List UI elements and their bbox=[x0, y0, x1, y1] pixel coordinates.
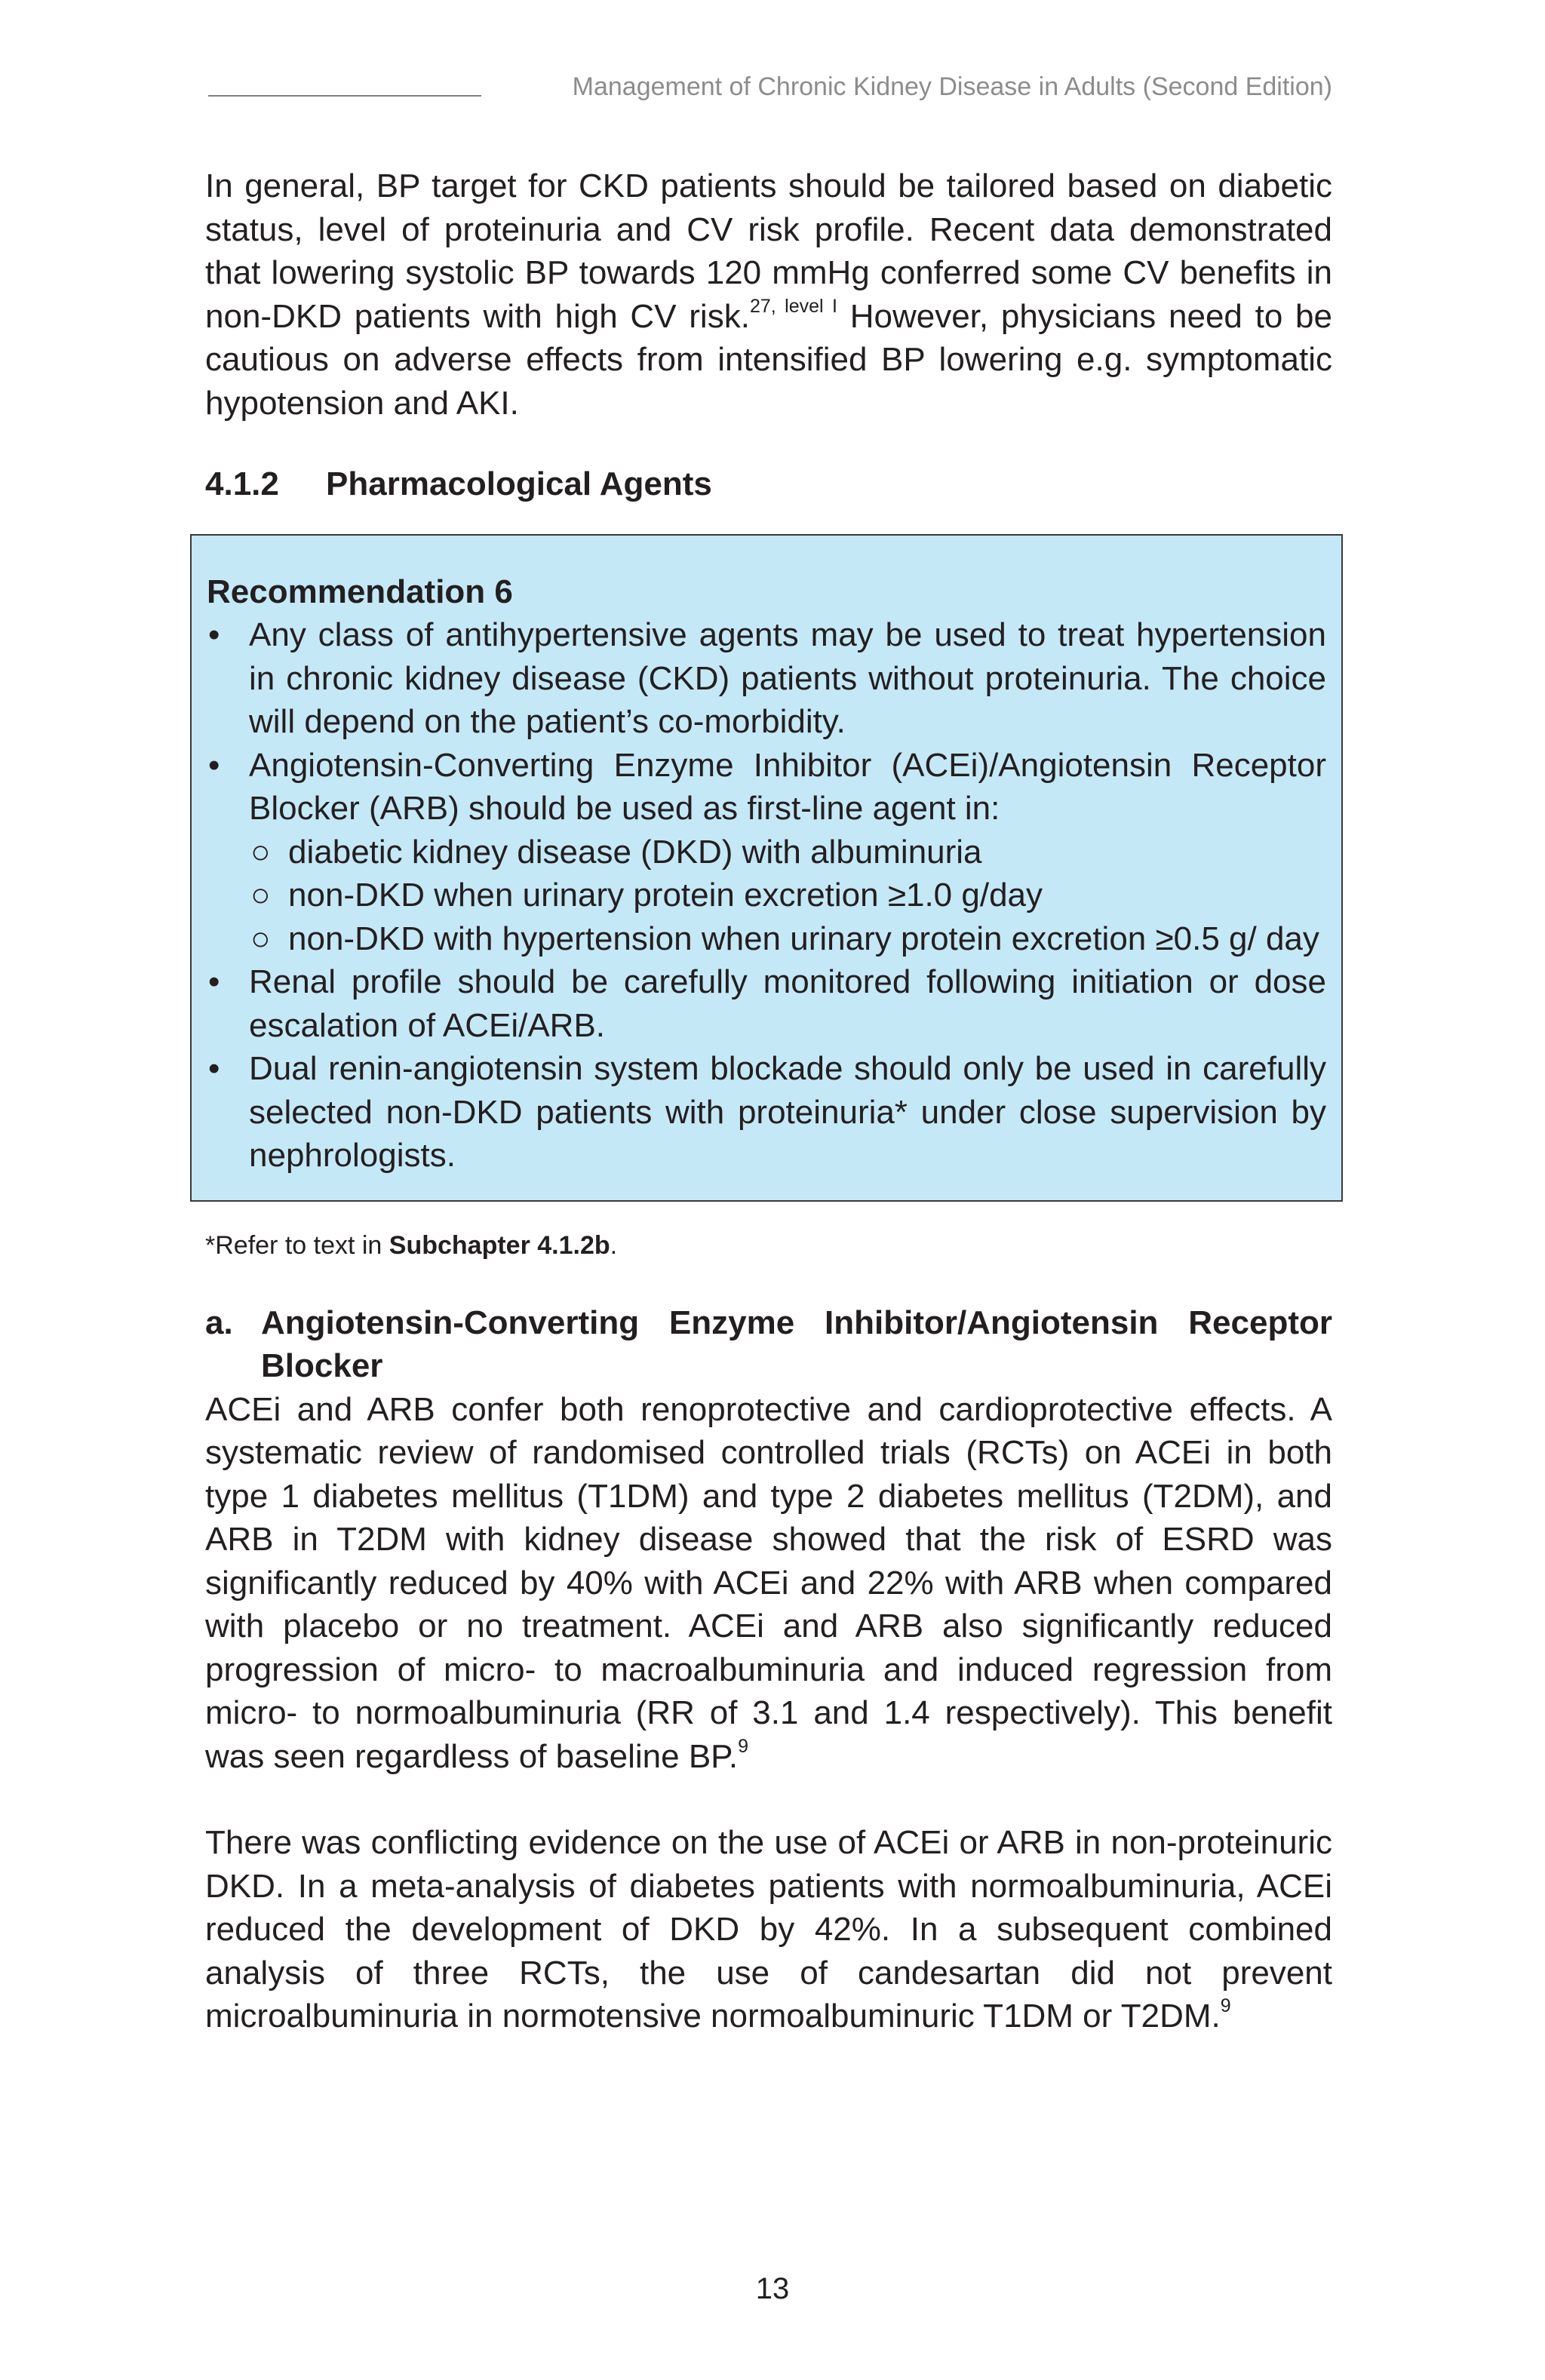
recommendation-item bbox=[207, 1047, 1326, 1178]
circle-bullet-icon: ○ bbox=[250, 833, 271, 871]
footnote bbox=[205, 1229, 1332, 1262]
body-paragraph-2-text: There was conflicting evidence on the use of ACEi or ARB in non-proteinuric DKD. In a meta-analysis of diabetes patients with normoalbuminuria, ACEi reduced the development of DKD by 42%. In a subsequent combined analysis of three RCTs, the use of candesartan did not prevent microalbuminuria in normotensive normoalbuminuric T1DM or T2DM. bbox=[205, 1824, 1332, 2035]
bullet-icon: • bbox=[208, 616, 220, 653]
recommendation-item-text: Angiotensin-Converting Enzyme Inhibitor (ACEi)/Angiotensin Receptor Blocker (ARB) should be used as first-line agent in: bbox=[249, 746, 1326, 827]
recommendation-item-text: Renal profile should be carefully monitored following initiation or dose escalation of ACEi/ARB. bbox=[249, 963, 1326, 1044]
subsection-letter: a. bbox=[205, 1304, 233, 1341]
body-paragraph-2 bbox=[205, 1821, 1332, 2038]
recommendation-subitem-text: non-DKD when urinary protein excretion ≥1.0 g/day bbox=[288, 877, 1043, 914]
bullet-icon: • bbox=[208, 963, 220, 1000]
recommendation-item-text: Any class of antihypertensive agents may be used to treat hypertension in chronic kidney disease (CKD) patients without proteinuria. The choice will depend on the patient’s co-morbidity. bbox=[249, 616, 1326, 740]
recommendation-list bbox=[207, 613, 1326, 1178]
recommendation-item bbox=[207, 744, 1326, 961]
footnote-suffix: . bbox=[610, 1230, 618, 1260]
recommendation-box bbox=[190, 534, 1343, 1202]
recommendation-subitem bbox=[249, 917, 1326, 961]
circle-bullet-icon: ○ bbox=[250, 920, 271, 957]
recommendation-sublist bbox=[249, 831, 1326, 961]
recommendation-item bbox=[207, 613, 1326, 744]
running-header-title: Management of Chronic Kidney Disease in Adults (Second Edition) bbox=[572, 72, 1332, 101]
intro-paragraph bbox=[205, 164, 1332, 425]
bullet-icon: • bbox=[208, 1050, 220, 1087]
body-paragraph-1 bbox=[205, 1388, 1332, 1779]
intro-text: In general, BP target for CKD patients should be tailored based on diabetic status, level of proteinuria and CV risk profile. Recent data demonstrated that lowering systolic BP towards 120 mmHg conferred some CV benefits in non-DKD patients with high CV risk. bbox=[205, 167, 1332, 335]
recommendation-item bbox=[207, 960, 1326, 1047]
recommendation-title: Recommendation 6 bbox=[207, 573, 513, 610]
recommendation-subitem bbox=[249, 874, 1326, 917]
intro-text-after: However, physicians need to be cautious on adverse effects from intensified BP lowering e.g. symptomatic hypotension and AKI. bbox=[205, 297, 1332, 422]
footnote-reference: Subchapter 4.1.2b bbox=[389, 1230, 610, 1260]
page-content bbox=[205, 164, 1332, 2038]
page-number: 13 bbox=[755, 2272, 790, 2305]
circle-bullet-icon: ○ bbox=[250, 877, 271, 914]
bullet-icon: • bbox=[208, 746, 220, 784]
body-paragraph-1-citation: 9 bbox=[738, 1735, 748, 1757]
recommendation-subitem-text: diabetic kidney disease (DKD) with albuminuria bbox=[288, 833, 982, 871]
running-header bbox=[205, 72, 1332, 103]
body-paragraph-1-text: ACEi and ARB confer both renoprotective and cardioprotective effects. A systematic review of randomised controlled trials (RCTs) on ACEi in both type 1 diabetes mellitus (T1DM) and type 2 diabetes mellitus (T2DM), and ARB in T2DM with kidney disease showed that the risk of ESRD was significantly reduced by 40% with ACEi and 22% with ARB when compared with placebo or no treatment. ACEi and ARB also significantly reduced progression of micro- to macroalbuminuria and induced regression from micro- to normoalbuminuria (RR of 3.1 and 1.4 respectively). This benefit was seen regardless of baseline BP. bbox=[205, 1390, 1332, 1775]
header-rule bbox=[208, 95, 481, 97]
section-number: 4.1.2 bbox=[205, 465, 279, 502]
recommendation-item-text: Dual renin-angiotensin system blockade should only be used in carefully selected non-DKD patients with proteinuria* under close supervision by nephrologists. bbox=[249, 1050, 1326, 1174]
recommendation-subitem bbox=[249, 831, 1326, 874]
body-paragraph-2-citation: 9 bbox=[1220, 1995, 1231, 2016]
section-title: Pharmacological Agents bbox=[326, 465, 712, 502]
subsection-title: Angiotensin-Converting Enzyme Inhibitor/Angiotensin Receptor Blocker bbox=[261, 1304, 1332, 1384]
footnote-prefix: *Refer to text in bbox=[205, 1230, 389, 1260]
recommendation-subitem-text: non-DKD with hypertension when urinary protein excretion ≥0.5 g/ day bbox=[288, 920, 1319, 957]
subsection-heading bbox=[205, 1301, 1332, 1388]
section-heading bbox=[205, 462, 1332, 506]
paragraph-gap bbox=[205, 1778, 1332, 1821]
intro-citation: 27, level I bbox=[749, 295, 837, 317]
